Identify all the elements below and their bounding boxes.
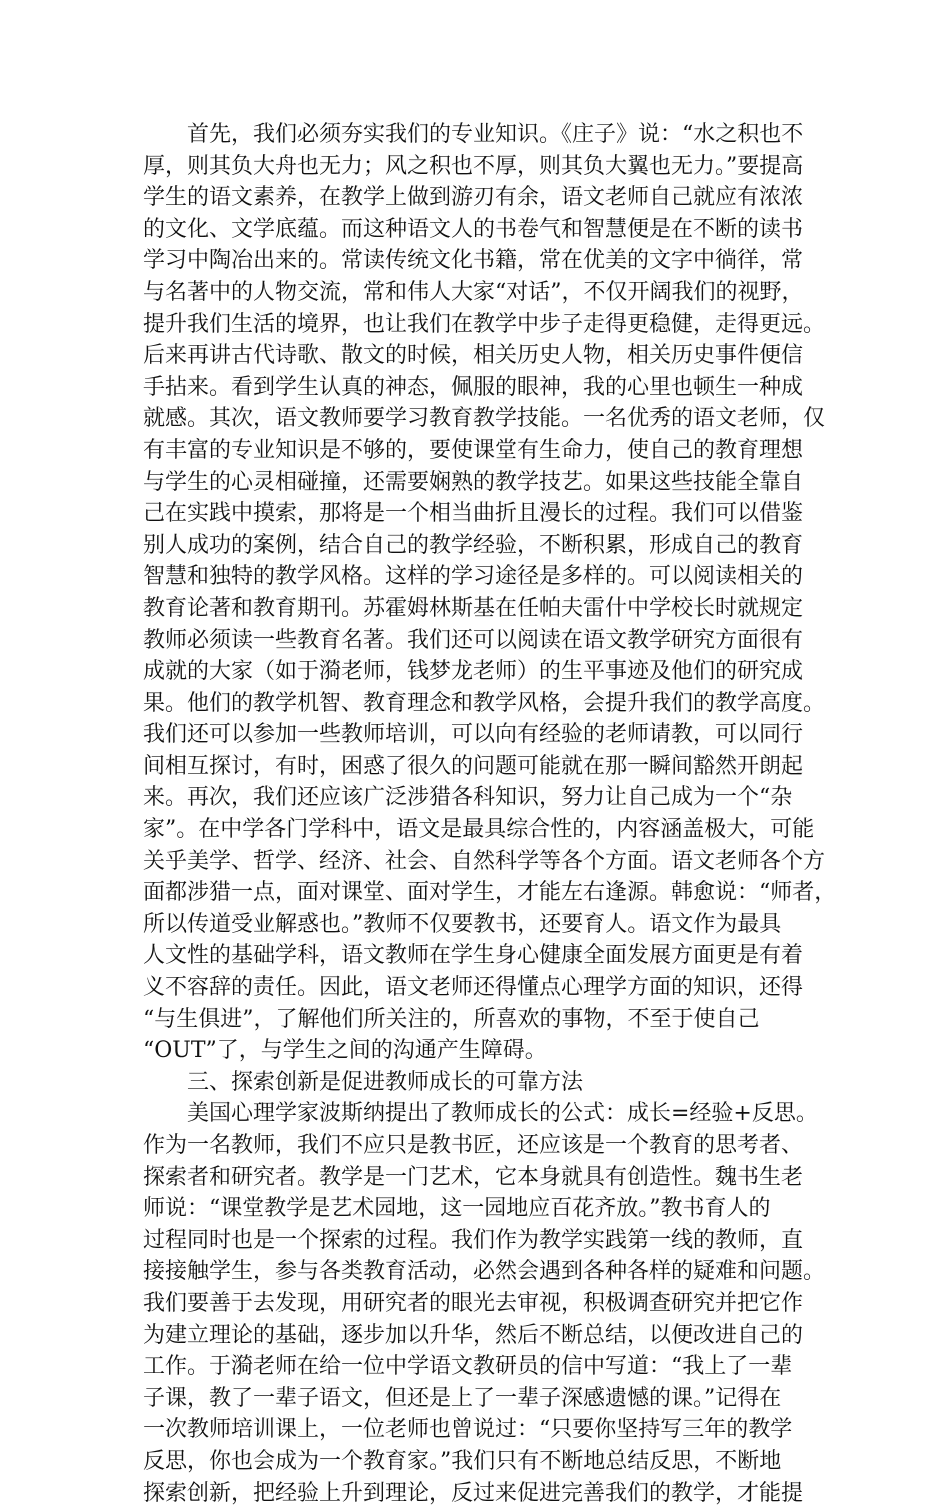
text-line: 学习中陶冶出来的。常读传统文化书籍，常在优美的文字中徜徉，常	[143, 248, 804, 274]
text-line: 与学生的心灵相碰撞，还需要娴熟的教学技艺。如果这些技能全靠自	[143, 469, 804, 495]
text-line: 果。他们的教学机智、教育理念和教学风格，会提升我们的教学高度。	[143, 690, 826, 716]
section-heading: 三、探索创新是促进教师成长的可靠方法	[187, 1069, 584, 1095]
text-line: 师说：“课堂教学是艺术园地，这一园地应百花齐放。”教书育人的	[143, 1196, 771, 1222]
text-line: 面都涉猎一点，面对课堂、面对学生，才能左右逢源。韩愈说：“师者，	[143, 880, 837, 906]
text-line: 与名著中的人物交流，常和伟人大家“对话”，不仅开阔我们的视野，	[143, 279, 804, 305]
text-line: 一次教师培训课上，一位老师也曾说过：“只要你坚持写三年的教学	[143, 1417, 793, 1443]
text-line: “OUT”了，与学生之间的沟通产生障碍。	[143, 1038, 547, 1064]
text-line: 成就的大家（如于漪老师，钱梦龙老师）的生平事迹及他们的研究成	[143, 659, 804, 685]
text-line: 接接触学生，参与各类教育活动，必然会遇到各种各样的疑难和问题。	[143, 1259, 826, 1285]
text-line: 己在实践中摸索，那将是一个相当曲折且漫长的过程。我们可以借鉴	[143, 501, 804, 527]
text-line: 提升我们生活的境界，也让我们在教学中步子走得更稳健，走得更远。	[143, 311, 826, 337]
text-line: 反思，你也会成为一个教育家。”我们只有不断地总结反思，不断地	[143, 1448, 782, 1474]
text-line: 探索者和研究者。教学是一门艺术，它本身就具有创造性。魏书生老	[143, 1164, 804, 1190]
text-line: 厚，则其负大舟也无力；风之积也不厚，则其负大翼也无力。”要提高	[143, 153, 804, 179]
text-line: 学生的语文素养，在教学上做到游刃有余，语文老师自己就应有浓浓	[143, 185, 804, 211]
text-line: 人文性的基础学科，语文教师在学生身心健康全面发展方面更是有着	[143, 943, 804, 969]
text-line: 家”。在中学各门学科中，语文是最具综合性的，内容涵盖极大，可能	[143, 817, 815, 843]
text-line: 手拈来。看到学生认真的神态，佩服的眼神，我的心里也顿生一种成	[143, 374, 804, 400]
text-line: 作为一名教师，我们不应只是教书匠，还应该是一个教育的思考者、	[143, 1133, 804, 1158]
text-line: 为建立理论的基础，逐步加以升华，然后不断总结，以便改进自己的	[143, 1322, 804, 1348]
text-line: 首先，我们必须夯实我们的专业知识。《庄子》说：“水之积也不	[187, 122, 804, 147]
text-line: 来。再次，我们还应该广泛涉猎各科知识，努力让自己成为一个“杂	[143, 785, 793, 811]
text-line: 探索创新，把经验上升到理论，反过来促进完善我们的教学，才能提	[143, 1480, 804, 1506]
text-line: 美国心理学家波斯纳提出了教师成长的公式：成长=经验+反思。	[187, 1101, 818, 1127]
text-line: 我们还可以参加一些教师培训，可以向有经验的老师请教，可以同行	[143, 722, 804, 748]
text-line: “与生俱进”，了解他们所关注的，所喜欢的事物，不至于使自己	[143, 1006, 760, 1032]
text-line: 过程同时也是一个探索的过程。我们作为教学实践第一线的教师，直	[143, 1227, 804, 1253]
text-line: 间相互探讨，有时，困惑了很久的问题可能就在那一瞬间豁然开朗起	[143, 753, 804, 779]
text-line: 教育论著和教育期刊。苏霍姆林斯基在任帕夫雷什中学校长时就规定	[143, 595, 804, 621]
text-line: 就感。其次，语文教师要学习教育教学技能。一名优秀的语文老师，仅	[143, 406, 826, 432]
text-line: 关乎美学、哲学、经济、社会、自然科学等各个方面。语文老师各个方	[143, 848, 826, 874]
text-line: 后来再讲古代诗歌、散文的时候，相关历史人物，相关历史事件便信	[143, 343, 804, 369]
body-text	[143, 119, 837, 1509]
text-line: 智慧和独特的教学风格。这样的学习途径是多样的。可以阅读相关的	[143, 564, 804, 590]
text-line: 子课，教了一辈子语文，但还是上了一辈子深感遗憾的课。”记得在	[143, 1385, 782, 1411]
text-line: 有丰富的专业知识是不够的，要使课堂有生命力，使自己的教育理想	[143, 437, 804, 463]
text-line: 我们要善于去发现，用研究者的眼光去审视，积极调查研究并把它作	[143, 1290, 804, 1316]
text-line: 的文化、文学底蕴。而这种语文人的书卷气和智慧便是在不断的读书	[143, 216, 804, 242]
text-line: 教师必须读一些教育名著。我们还可以阅读在语文教学研究方面很有	[143, 627, 804, 653]
text-line: 义不容辞的责任。因此，语文老师还得懂点心理学方面的知识，还得	[143, 975, 804, 1001]
text-line: 别人成功的案例，结合自己的教学经验，不断积累，形成自己的教育	[143, 532, 804, 558]
text-line: 所以传道受业解惑也。”教师不仅要教书，还要育人。语文作为最具	[143, 911, 782, 937]
text-line: 工作。于漪老师在给一位中学语文教研员的信中写道：“我上了一辈	[143, 1354, 793, 1380]
